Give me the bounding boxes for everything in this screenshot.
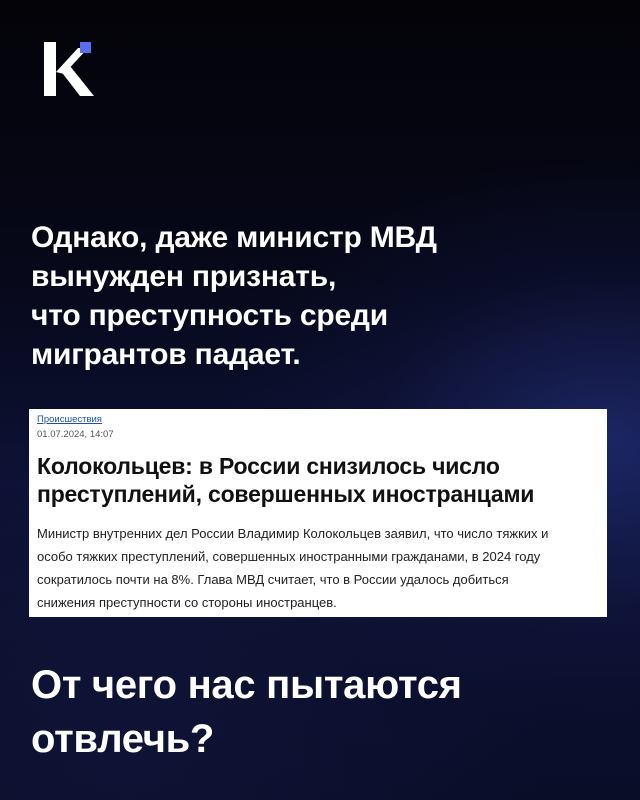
closing-question bbox=[31, 658, 591, 766]
brand-logo-icon bbox=[44, 42, 98, 96]
news-title-line: Колокольцев: в России снизилось число bbox=[37, 453, 500, 479]
news-title bbox=[37, 452, 602, 508]
news-screenshot-card bbox=[29, 409, 607, 617]
headline-line: Однако, даже министр МВД bbox=[31, 221, 437, 254]
news-body-line: особо тяжких преступлений, совершенных иностранными гражданами, в 2024 году bbox=[37, 549, 541, 564]
news-body-line: сократилось почти на 8%. Глава МВД считает, что в России удалось добиться bbox=[37, 572, 509, 587]
question-line: От чего нас пытаются bbox=[31, 663, 462, 707]
news-category-link[interactable]: Происшествия bbox=[37, 414, 102, 425]
news-body bbox=[37, 522, 605, 614]
news-date: 01.07.2024, 14:07 bbox=[37, 429, 114, 440]
news-body-line: Министр внутренних дел России Владимир Колокольцев заявил, что число тяжких и bbox=[37, 526, 549, 541]
news-body-line: снижения преступности со стороны иностранцев. bbox=[37, 595, 337, 610]
question-line: отвлечь? bbox=[31, 717, 215, 761]
news-title-line: преступлений, совершенных иностранцами bbox=[37, 481, 535, 507]
headline bbox=[31, 218, 591, 374]
headline-line: что преступность среди bbox=[31, 299, 389, 332]
headline-line: вынужден признать, bbox=[31, 260, 337, 293]
headline-line: мигрантов падает. bbox=[31, 338, 301, 371]
